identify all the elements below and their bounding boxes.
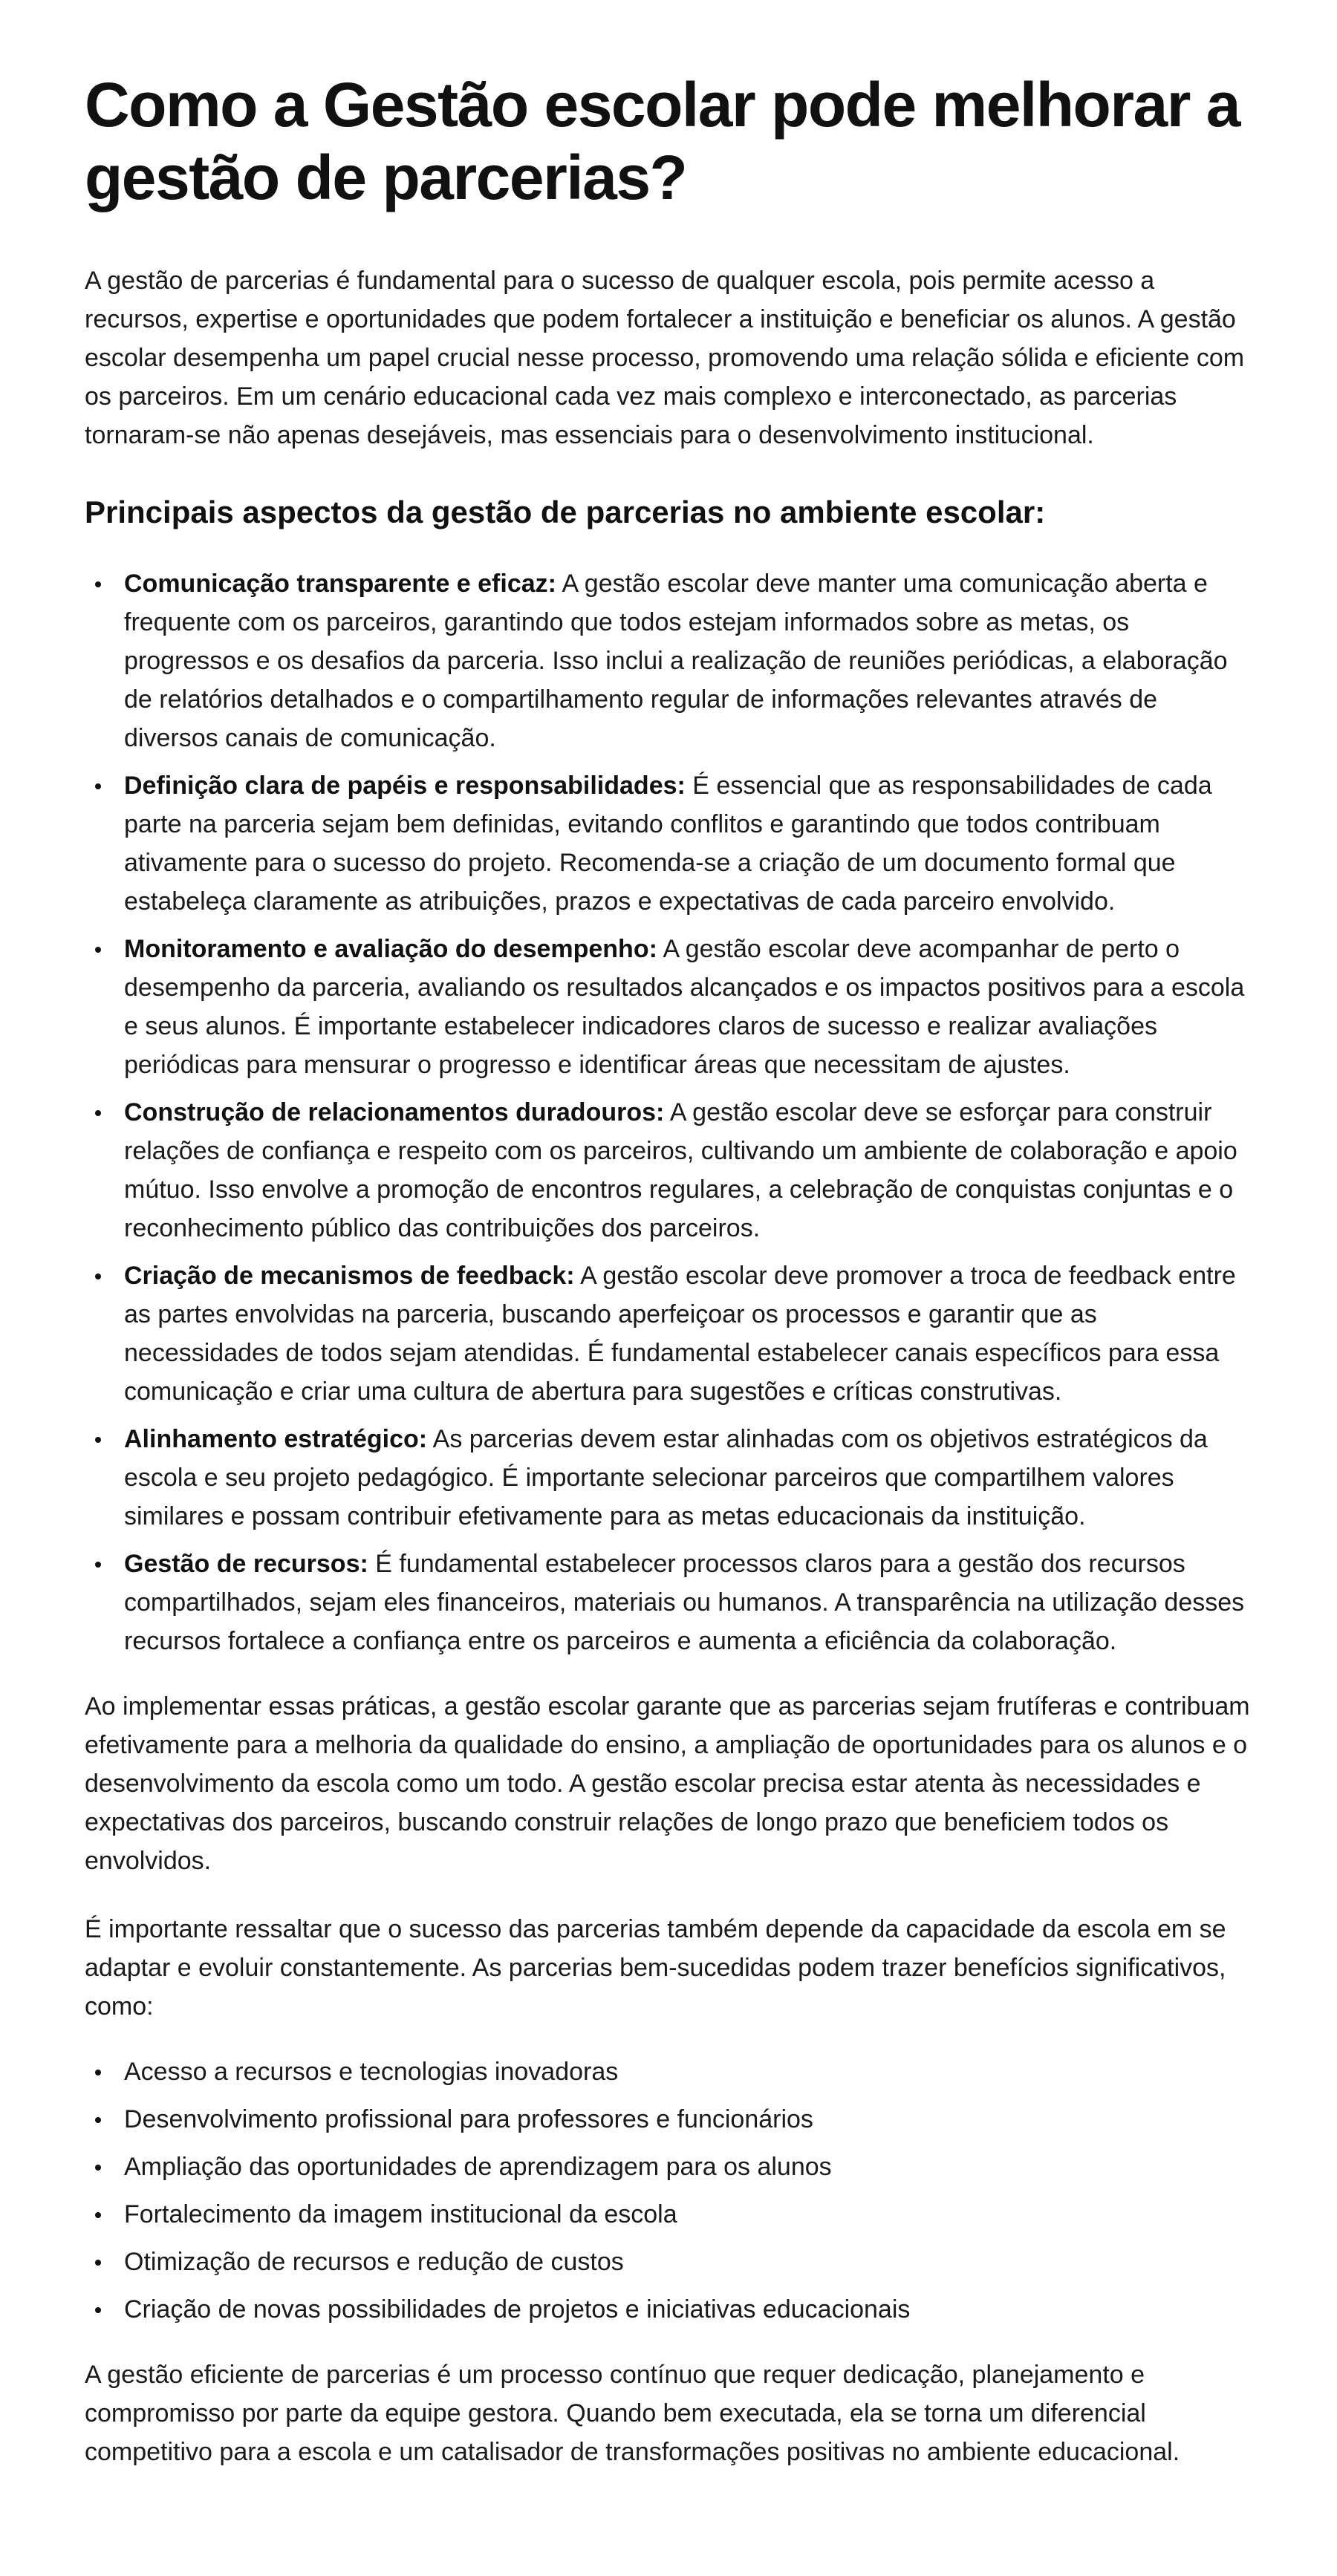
aspect-item-feedback [85,1256,1252,1411]
benefit-text: Criação de novas possibilidades de projetos e iniciativas educacionais [124,2295,911,2324]
bullet-icon [95,581,101,587]
bullet-icon [95,1437,101,1443]
bullet-icon [95,783,101,789]
benefits-list [85,2052,1252,2329]
aspect-title: Definição clara de papéis e responsabilidades: [124,772,686,800]
aspect-text: A gestão escolar deve promover a troca de feedback entre as partes envolvidas na parceria, buscando aperfeiçoar os processos e garantir que as necessidades de todos sejam atendidas. É fundamental estabelecer canais específicos para essa comunicação e criar uma cultura de abertura para sugestões e críticas construtivas. [124,1262,1236,1406]
bullet-icon [95,2165,101,2171]
bullet-icon [95,2117,101,2123]
aspects-list [85,564,1252,1660]
intro-paragraph: A gestão de parcerias é fundamental para o sucesso de qualquer escola, pois permite acesso a recursos, expertise e oportunidades que podem fortalecer a instituição e beneficiar os alunos. A gestão escolar desempenha um papel crucial nesse processo, promovendo uma relação sólida e eficiente com os parceiros. Em um cenário educacional cada vez mais complexo e interconectado, as parcerias tornaram-se não apenas desejáveis, mas essenciais para o desenvolvimento institucional. [85,267,1245,449]
aspect-text: A gestão escolar deve se esforçar para construir relações de confiança e respeito com os parceiros, cultivando um ambiente de colaboração e apoio mútuo. Isso envolve a promoção de encontros regulares, a celebração de conquistas conjuntas e o reconhecimento público das contribuições dos parceiros. [124,1098,1237,1242]
success-paragraph: É importante ressaltar que o sucesso das parcerias também depende da capacidade da escola em se adaptar e evoluir constantemente. As parcerias bem-sucedidas podem trazer benefícios significativos, como: [85,1915,1226,2021]
aspect-title: Monitoramento e avaliação do desempenho: [124,935,657,963]
benefit-item [85,2195,1252,2234]
bullet-icon [95,947,101,953]
article-title: Como a Gestão escolar pode melhorar a gestão de parcerias? [85,70,1240,212]
bullet-icon [95,2260,101,2266]
aspect-title: Comunicação transparente e eficaz: [124,570,556,598]
bullet-icon [95,2307,101,2313]
bullet-icon [95,1274,101,1279]
bullet-icon [95,2212,101,2218]
aspect-item-strategy [85,1420,1252,1536]
benefit-text: Desenvolvimento profissional para professores e funcionários [124,2105,813,2133]
benefit-text: Fortalecimento da imagem institucional da escola [124,2200,677,2228]
aspect-title: Criação de mecanismos de feedback: [124,1262,575,1290]
aspect-text: É fundamental estabelecer processos claros para a gestão dos recursos compartilhados, sejam eles financeiros, materiais ou humanos. A transparência na utilização desses recursos fortalece a confiança entre os parceiros e aumenta a eficiência da colaboração. [124,1550,1245,1655]
benefit-text: Ampliação das oportunidades de aprendizagem para os alunos [124,2153,832,2181]
benefit-text: Acesso a recursos e tecnologias inovadoras [124,2058,619,2086]
section-heading: Principais aspectos da gestão de parcerias no ambiente escolar: [85,495,1046,529]
conclusion-paragraph: A gestão eficiente de parcerias é um processo contínuo que requer dedicação, planejamento e compromisso por parte da equipe gestora. Quando bem executada, ela se torna um diferencial competitivo para a escola e um catalisador de transformações positivas no ambiente educacional. [85,2361,1180,2466]
benefit-text: Otimização de recursos e redução de custos [124,2248,624,2276]
benefit-item [85,2148,1252,2186]
aspect-title: Alinhamento estratégico: [124,1425,428,1453]
aspect-text: A gestão escolar deve manter uma comunicação aberta e frequente com os parceiros, garantindo que todos estejam informados sobre as metas, os progressos e os desafios da parceria. Isso inclui a realização de reuniões periódicas, a elaboração de relatórios detalhados e o compartilhamento regular de informações relevantes através de diversos canais de comunicação. [124,570,1228,752]
aspect-text: A gestão escolar deve acompanhar de perto o desempenho da parceria, avaliando os resultados alcançados e os impactos positivos para a escola e seus alunos. É importante estabelecer indicadores claros de sucesso e realizar avaliações periódicas para mensurar o progresso e identificar áreas que necessitam de ajustes. [124,935,1245,1079]
bullet-icon [95,1110,101,1116]
aspect-item-resources [85,1545,1252,1660]
benefit-item [85,2290,1252,2329]
benefit-item [85,2243,1252,2281]
aspect-item-relationships [85,1093,1252,1248]
aspect-text: As parcerias devem estar alinhadas com os objetivos estratégicos da escola e seu projeto pedagógico. É importante selecionar parceiros que compartilhem valores similares e possam contribuir efetivamente para as metas educacionais da instituição. [124,1425,1208,1530]
benefit-item [85,2100,1252,2139]
implementation-paragraph: Ao implementar essas práticas, a gestão escolar garante que as parcerias sejam frutíferas e contribuam efetivamente para a melhoria da qualidade do ensino, a ampliação de oportunidades para os alunos e o desenvolvimento da escola como um todo. A gestão escolar precisa estar atenta às necessidades e expectativas dos parceiros, buscando construir relações de longo prazo que beneficiem todos os envolvidos. [85,1692,1250,1875]
aspect-item-roles [85,766,1252,921]
aspect-item-monitoring [85,930,1252,1084]
bullet-icon [95,2070,101,2076]
aspect-title: Gestão de recursos: [124,1550,368,1578]
aspect-title: Construção de relacionamentos duradouros: [124,1098,665,1126]
aspect-text: É essencial que as responsabilidades de cada parte na parceria sejam bem definidas, evitando conflitos e garantindo que todos contribuam ativamente para o sucesso do projeto. Recomenda-se a criação de um documento formal que estabeleça claramente as atribuições, prazos e expectativas de cada parceiro envolvido. [124,772,1212,916]
bullet-icon [95,1562,101,1568]
benefit-item [85,2052,1252,2091]
aspect-item-communication [85,564,1252,757]
